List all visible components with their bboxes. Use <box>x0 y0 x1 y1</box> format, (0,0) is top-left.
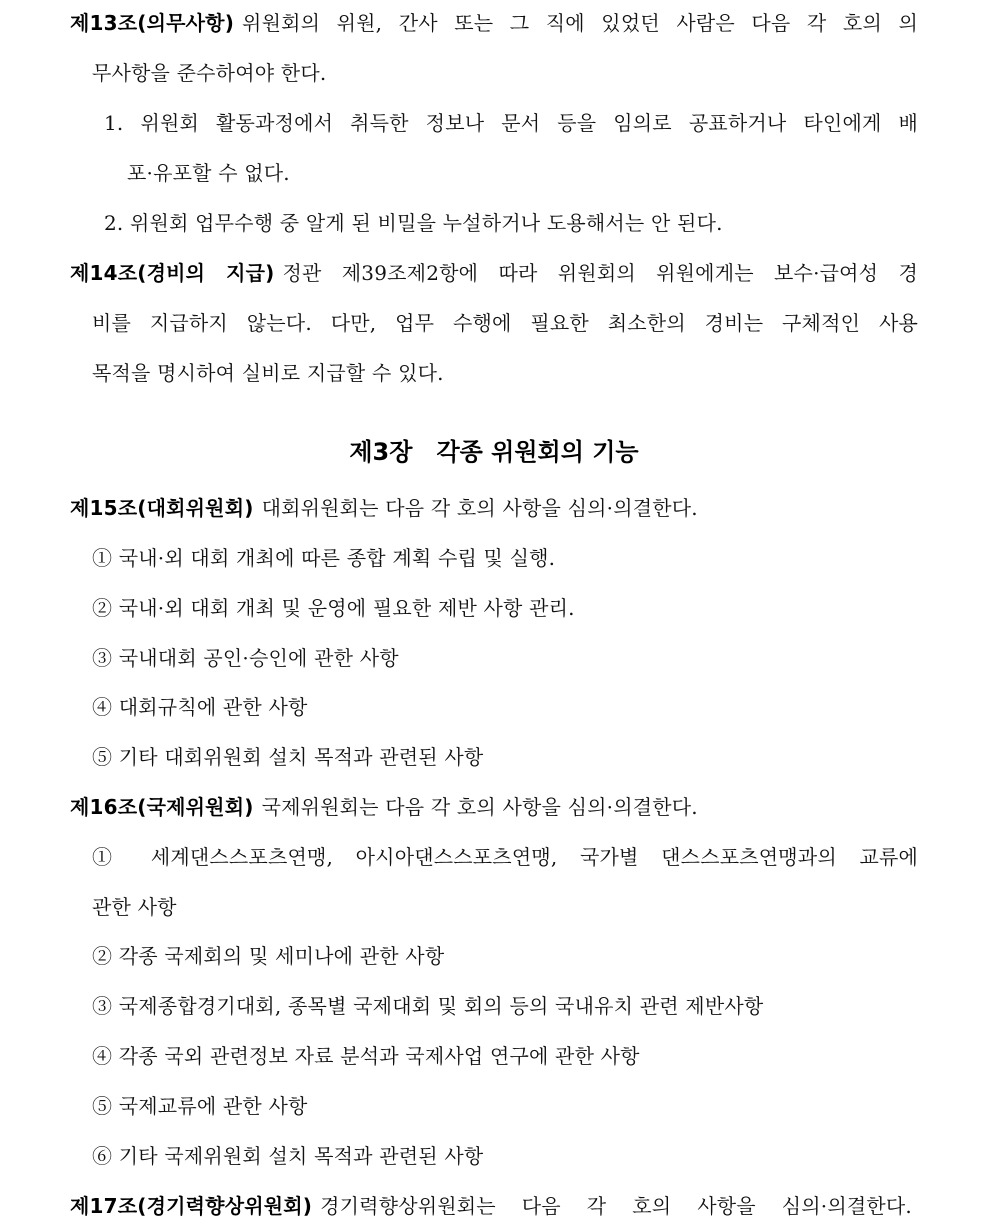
article-13-item-1-line-2: 포·유포할 수 없다. <box>127 161 290 185</box>
article-13-item-2: 2. 위원회 업무수행 중 알게 된 비밀을 누설하거나 도용해서는 안 된다. <box>104 211 723 235</box>
chapter-heading <box>0 435 988 469</box>
article-16-item-1-line-1: ① 세계댄스스포츠연맹, 아시아댄스스포츠연맹, 국가별 댄스스포츠연맹과의 교류에 <box>92 845 918 869</box>
article-16-item-4: ④ 각종 국외 관련정보 자료 분석과 국제사업 연구에 관한 사항 <box>92 1044 640 1068</box>
article-14-line-3: 목적을 명시하여 실비로 지급할 수 있다. <box>92 361 444 385</box>
article-15-line-1 <box>70 493 930 523</box>
article-13-line-1 <box>70 8 918 38</box>
article-16-item-5: ⑤ 국제교류에 관한 사항 <box>92 1094 308 1118</box>
article-14-text: 정관 제39조제2항에 따라 위원회의 위원에게는 보수·급여성 경 <box>282 261 919 285</box>
article-16-item-2: ② 각종 국제회의 및 세미나에 관한 사항 <box>92 944 445 968</box>
article-16-item-6: ⑥ 기타 국제위원회 설치 목적과 관련된 사항 <box>92 1144 484 1168</box>
article-14-line-2: 비를 지급하지 않는다. 다만, 업무 수행에 필요한 최소한의 경비는 구체적인 사용 <box>92 311 918 335</box>
article-17-text: 경기력향상위원회는 다음 각 호의 사항을 심의·의결한다. <box>320 1194 912 1218</box>
article-15-item-4: ④ 대회규칙에 관한 사항 <box>92 695 308 719</box>
article-15-item-1: ① 국내·외 대회 개최에 따른 종합 계획 수립 및 실행. <box>92 546 556 570</box>
article-13-heading: 제13조(의무사항) <box>70 11 235 35</box>
article-14-heading: 제14조(경비의 지급) <box>70 261 275 285</box>
article-13-text: 위원회의 위원, 간사 또는 그 직에 있었던 사람은 다음 각 호의 의 <box>242 11 918 35</box>
article-13-line-2: 무사항을 준수하여야 한다. <box>92 61 327 85</box>
article-16-line-1 <box>70 792 930 822</box>
article-17-heading: 제17조(경기력향상위원회) <box>70 1194 313 1218</box>
article-13-item-1-line-1: 1. 위원회 활동과정에서 취득한 정보나 문서 등을 임의로 공표하거나 타인에게 배 <box>104 111 918 135</box>
chapter-title: 각종 위원회의 기능 <box>436 438 639 466</box>
article-17-line-1 <box>70 1191 912 1221</box>
article-16-heading: 제16조(국제위원회) <box>70 795 254 819</box>
article-15-item-2: ② 국내·외 대회 개최 및 운영에 필요한 제반 사항 관리. <box>92 596 575 620</box>
article-15-item-3: ③ 국내대회 공인·승인에 관한 사항 <box>92 646 399 670</box>
chapter-number: 제3장 <box>349 438 413 466</box>
article-16-text: 국제위원회는 다음 각 호의 사항을 심의·의결한다. <box>261 795 698 819</box>
article-15-text: 대회위원회는 다음 각 호의 사항을 심의·의결한다. <box>261 496 698 520</box>
article-16-item-3: ③ 국제종합경기대회, 종목별 국제대회 및 회의 등의 국내유치 관련 제반사항 <box>92 994 764 1018</box>
article-14-line-1 <box>70 258 918 288</box>
article-16-item-1-line-2: 관한 사항 <box>92 895 177 919</box>
article-15-heading: 제15조(대회위원회) <box>70 496 254 520</box>
article-15-item-5: ⑤ 기타 대회위원회 설치 목적과 관련된 사항 <box>92 745 484 769</box>
